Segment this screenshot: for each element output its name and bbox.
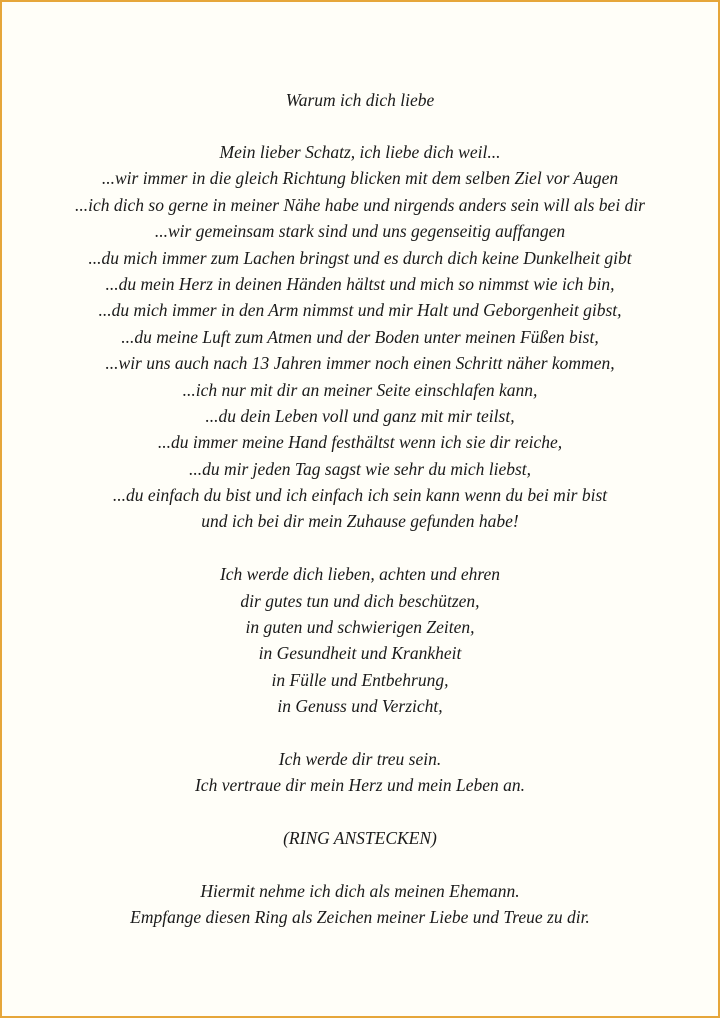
document-title: Warum ich dich liebe [285,90,435,110]
stanza-1 [2,139,718,535]
poem-line: ...wir immer in die gleich Richtung blicken mit dem selben Ziel vor Augen [101,168,619,189]
poem-line: Ich werde dir treu sein. [278,748,442,769]
poem-line: in Fülle und Entbehrung, [271,669,449,690]
poem-line: in Genuss und Verzicht, [277,696,443,717]
poem-line: ...du dein Leben voll und ganz mit mir teilst, [205,405,515,426]
poem-line: ...wir uns auch nach 13 Jahren immer noch einen Schritt näher kommen, [105,353,615,374]
poem-line: ...du mein Herz in deinen Händen hältst und mich so nimmst wie ich bin, [105,273,615,294]
poem-line: Empfange diesen Ring als Zeichen meiner Liebe und Treue zu dir. [130,907,590,928]
poem-line: in Gesundheit und Krankheit [258,643,462,664]
poem-line: ...du mich immer zum Lachen bringst und es durch dich keine Dunkelheit gibt [88,247,632,268]
stanza-gap [2,799,718,825]
poem-line: Ich vertraue dir mein Herz und mein Leben an. [194,775,525,796]
poem-line: dir gutes tun und dich beschützen, [240,590,480,611]
poem-line: ...du meine Luft zum Atmen und der Boden unter meinen Füßen bist, [121,326,599,347]
poem-line: Ich werde dich lieben, achten und ehren [219,564,501,585]
stage-direction: (RING ANSTECKEN) [283,828,437,849]
poem-line: ...du immer meine Hand festhältst wenn ich sie dir reiche, [157,432,563,453]
poem-line: Mein lieber Schatz, ich liebe dich weil... [219,142,501,162]
poem-line: ...wir gemeinsam stark sind und uns gegenseitig auffangen [154,221,566,242]
poem-line: ...du mich immer in den Arm nimmst und mir Halt und Geborgenheit gibst, [98,300,622,321]
poem-line: Hiermit nehme ich dich als meinen Ehemann. [200,880,520,901]
poem-line: ...du einfach du bist und ich einfach ich sein kann wenn du bei mir bist [112,485,608,506]
poem-line: und ich bei dir mein Zuhause gefunden habe! [201,511,519,532]
poem-line: in guten und schwierigen Zeiten, [245,617,475,638]
stanza-2 [2,561,718,719]
stage-direction-block [2,825,718,851]
poem-line: ...ich dich so gerne in meiner Nähe habe und nirgends anders sein will als bei dir [75,194,645,215]
stanza-gap [2,852,718,878]
poem-body [2,139,718,931]
poem-line: ...du mir jeden Tag sagst wie sehr du mich liebst, [188,458,532,479]
stanza-gap [2,720,718,746]
stanza-3 [2,746,718,799]
stanza-4 [2,878,718,931]
stanza-gap [2,535,718,561]
poem-line: ...ich nur mit dir an meiner Seite einschlafen kann, [182,379,538,400]
